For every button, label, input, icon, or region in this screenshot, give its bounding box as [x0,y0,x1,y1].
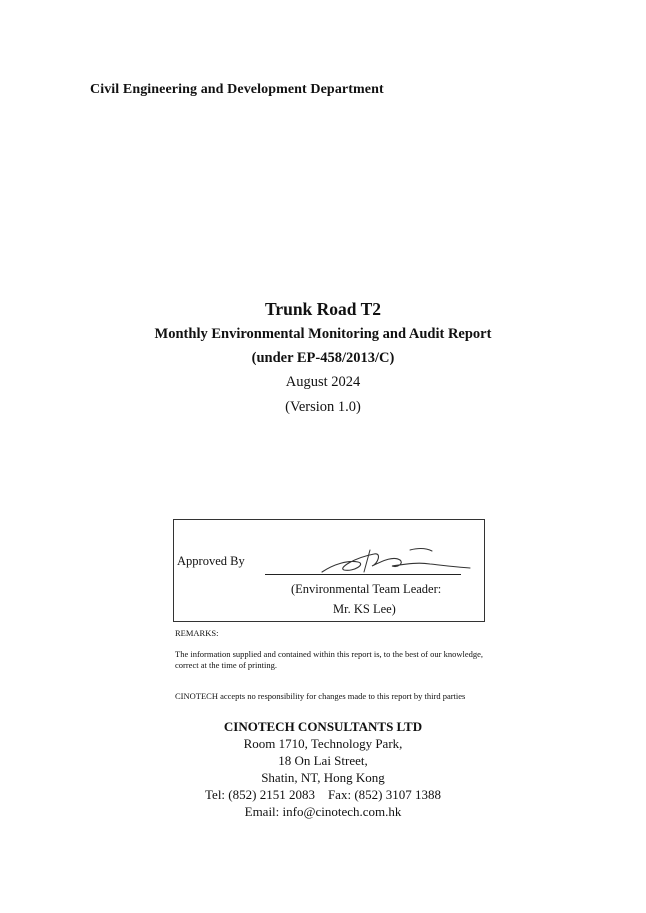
disclaimer-text: CINOTECH accepts no responsibility for changes made to this report by third parties [175,691,466,701]
signature-image [314,542,474,578]
permit-number: (under EP-458/2013/C) [251,350,395,366]
company-contact-block [0,718,646,820]
approved-by-label: Approved By [177,554,245,568]
signature-line [265,574,461,575]
department-name: Civil Engineering and Development Department [90,82,384,97]
report-subtitle: Monthly Environmental Monitoring and Audit Report [154,326,492,342]
approver-role: (Environmental Team Leader: [291,582,442,596]
company-email: Email: info@cinotech.com.hk [244,804,402,819]
company-name: CINOTECH CONSULTANTS LTD [223,719,423,734]
approver-name: Mr. KS Lee) [333,602,396,616]
remarks-text: The information supplied and contained within this report is, to the best of our knowledge, correct at the time of printing. [175,649,483,670]
company-address-line-2: 18 On Lai Street, [278,753,368,768]
remarks-heading: REMARKS: [175,628,219,638]
report-version: (Version 1.0) [285,399,361,415]
company-address-line-1: Room 1710, Technology Park, [243,736,403,751]
report-period: August 2024 [285,374,361,390]
report-title: Trunk Road T2 [264,299,382,319]
company-address-line-3: Shatin, NT, Hong Kong [261,770,385,785]
approval-box [173,519,485,622]
company-phone-fax: Tel: (852) 2151 2083 Fax: (852) 3107 1388 [205,787,441,802]
